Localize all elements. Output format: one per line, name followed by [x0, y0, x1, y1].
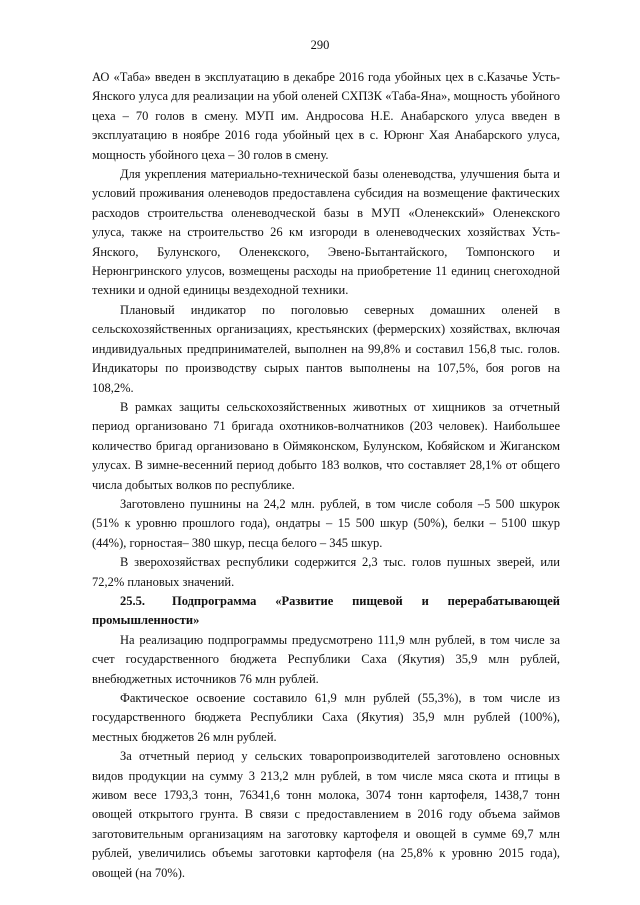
section-heading [92, 592, 560, 631]
document-body [92, 68, 560, 883]
paragraph-procurement: За отчетный период у сельских товаропроизводителей заготовлено основных видов продукции на сумму 3 213,2 млн рублей, в том числе мяса скота и птицы в живом весе 1793,3 тонн, 76341,6 тонн молока, 3074 тонн картофеля, 1438,7 тонн овощей открытого грунта. В связи с предоставлением в 2016 году объема займов заготовительным организациям на заготовку картофеля и овощей в сумме 69,7 млн рублей, увеличились объемы заготовки картофеля (на 25,8% к уровню 2015 года), овощей (на 70%). [92, 749, 560, 880]
section-title: Подпрограмма «Развитие пищевой и перерабатывающей промышленности» [92, 593, 560, 628]
paragraph-fur-procurement: Заготовлено пушнины на 24,2 млн. рублей, в том числе соболя –5 500 шкурок (51% к уровню прошлого года), ондатры – 15 500 шкур (50%), белки – 5100 шкур (44%), горностая– 380 шкур, песца белого – 345 шкур. [92, 496, 560, 550]
paragraph-reindeer-indicator: Плановый индикатор по поголовью северных домашних оленей в сельскохозяйственных организациях, крестьянских (фермерских) хозяйствах, включая индивидуальных предпринимателей, выполнен на 99,8% и составил 156,8 тыс. голов. Индикаторы по производству сырых пантов выполнены на 107,5%, боя рогов на 108,2%. [92, 302, 560, 395]
paragraph-wolf-hunting: В рамках защиты сельскохозяйственных животных от хищников за отчетный период организовано 71 бригада охотников-волчатников (203 человек). Наибольшее количество бригад организовано в Оймяконском, Булунском, Кобяйском и Жиганском улусах. В зимне-весенний период добыто 183 волков, что составляет 28,1% от общего числа добытых волков по республике. [92, 399, 560, 492]
section-number: 25.5. [120, 593, 145, 608]
paragraph-slaughterhouses: АО «Таба» введен в эксплуатацию в декабре 2016 года убойных цех в с.Казачье Усть-Янского улуса для реализации на убой оленей СХПЗК «Таба-Яна», мощность убойного цеха – 70 голов в смену. МУП им. Андросова Н.Е. Анабарского улуса введен в эксплуатацию в ноябре 2016 года убойный цех в с. Юрюнг Хая Анабарского улуса, мощность убойного цеха – 30 голов в смену. [92, 70, 560, 162]
paragraph-fur-farms: В зверохозяйствах республики содержится 2,3 тыс. голов пушных зверей, или 72,2% плановых значений. [92, 555, 560, 589]
paragraph-material-base: Для укрепления материально-технической базы оленеводства, улучшения быта и условий проживания оленеводов предоставлена субсидия на возмещение фактических расходов строительства оленеводческой базы в МУП «Оленекский» Оленекского улуса, также на строительство 26 км изгороди в оленеводческих хозяйствах Усть-Янского, Булунского, Оленекского, Эвено-Бытантайского, Томпонского и Нерюнгринского улусов, возмещены расходы на приобретение 11 единиц снегоходной техники и одной единицы вездеходной техники. [92, 167, 560, 298]
page-number: 290 [310, 38, 330, 52]
paragraph-actual-spending: Фактическое освоение составило 61,9 млн рублей (55,3%), в том числе из государственного бюджета Республики Саха (Якутия) 35,9 млн рублей (100%), местных бюджетов 26 млн рублей. [92, 691, 560, 744]
paragraph-subprogram-funding: На реализацию подпрограммы предусмотрено 111,9 млн рублей, в том числе за счет государственного бюджета Республики Саха (Якутия) 35,9 млн рублей, внебюджетных источников 76 млн рублей. [92, 632, 560, 686]
